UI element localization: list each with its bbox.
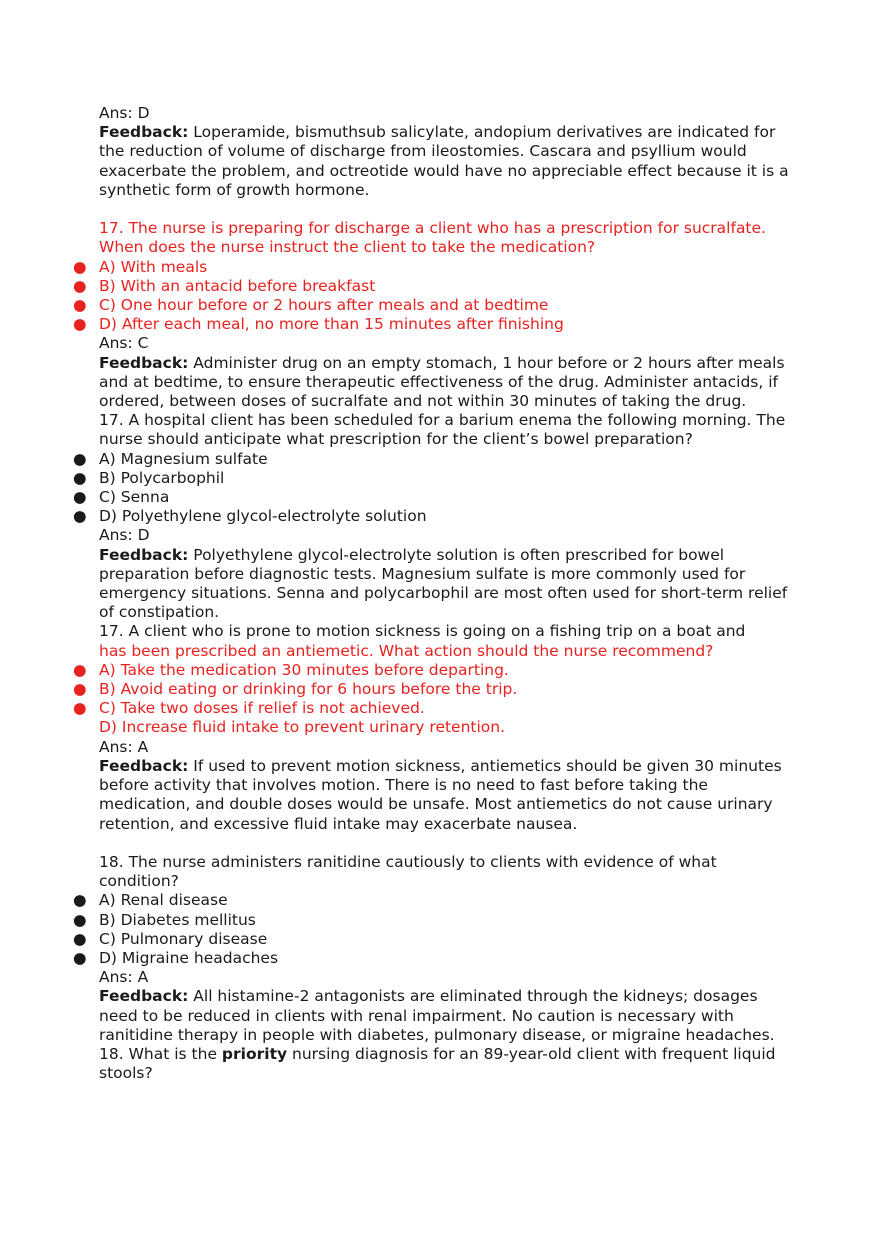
answer-line: Ans: D xyxy=(99,526,150,545)
question-17-barium-enema: 17. A hospital client has been scheduled for a barium enema the following morning. The nurse should anticipate what prescription for the client’s bowel preparation? xyxy=(99,411,791,449)
feedback-text: Administer drug on an empty stomach, 1 hour before or 2 hours after meals and at bedtime, to ensure therapeutic effectiveness of the drug. Administer antacids, if ordered, between doses of sucralfate and not within 30 minutes of taking the drug. xyxy=(99,353,790,411)
feedback-label: Feedback: xyxy=(99,987,189,1006)
option-d: ● D) After each meal, no more than 15 minutes after finishing xyxy=(73,315,564,334)
feedback-paragraph xyxy=(99,123,799,200)
option-b: ● B) Polycarbophil xyxy=(73,468,225,487)
question-18-priority-diagnosis: 18. What is the priority nursing diagnosis for an 89-year-old client with frequent liquid stools? xyxy=(99,1044,781,1083)
answer-line: Ans: D xyxy=(99,104,150,122)
option-a: ● A) Magnesium sulfate xyxy=(73,449,268,468)
option-d: ● D) Polyethylene glycol-electrolyte solution xyxy=(73,507,427,526)
option-a: ● A) Take the medication 30 minutes before departing. xyxy=(73,660,509,679)
option-b: ● B) With an antacid before breakfast xyxy=(73,276,376,295)
bullet-icon: ● xyxy=(73,910,87,929)
feedback-text: Loperamide, bismuthsub salicylate, andopium derivatives are indicated for the reduction of volume of discharge from ileostomies. Cascara and psyllium would exacerbate the problem, and octreotide would have no appreciable effect because it is a synthetic form of growth hormone. xyxy=(99,123,794,199)
option-c: ● C) Take two doses if relief is not achieved. xyxy=(73,699,425,718)
answer-line: Ans: A xyxy=(99,968,149,987)
bullet-icon: ● xyxy=(73,948,87,967)
bullet-icon: ● xyxy=(73,660,87,679)
option-c: ● C) Pulmonary disease xyxy=(73,929,268,948)
feedback-label: Feedback: xyxy=(99,756,189,775)
bullet-icon: ● xyxy=(73,449,87,468)
feedback-paragraph xyxy=(99,757,799,834)
bullet-icon: ● xyxy=(73,891,87,910)
document-page xyxy=(0,104,880,1083)
option-b: ● B) Avoid eating or drinking for 6 hours before the trip. xyxy=(73,680,518,699)
bullet-icon: ● xyxy=(73,468,87,487)
feedback-paragraph xyxy=(99,354,799,412)
question-17-sucralfate: 17. The nurse is preparing for discharge a client who has a prescription for sucralfate. When does the nurse instruct the client to take the medication? xyxy=(99,219,771,257)
option-b: ● B) Diabetes mellitus xyxy=(73,910,256,929)
feedback-paragraph xyxy=(99,546,799,623)
bullet-icon: ● xyxy=(73,680,87,699)
option-c: ● C) Senna xyxy=(73,488,170,507)
option-a: ● A) With meals xyxy=(73,257,208,276)
option-d: D) Increase fluid intake to prevent urinary retention. xyxy=(99,718,506,737)
feedback-paragraph xyxy=(99,987,799,1045)
option-d: ● D) Migraine headaches xyxy=(73,948,279,967)
spacer xyxy=(0,200,880,219)
feedback-label: Feedback: xyxy=(99,353,189,372)
option-a: ● A) Renal disease xyxy=(73,891,228,910)
answer-line: Ans: C xyxy=(99,334,149,353)
question-18-ranitidine: 18. The nurse administers ranitidine cautiously to clients with evidence of what condition? xyxy=(99,852,722,891)
option-c: ● C) One hour before or 2 hours after meals and at bedtime xyxy=(73,296,549,315)
answer-line: Ans: A xyxy=(99,737,149,756)
spacer xyxy=(0,834,880,853)
feedback-text: Polyethylene glycol-electrolyte solution is often prescribed for bowel preparation before diagnostic tests. Magnesium sulfate is more commonly used for emergency situations. Senna and polycarbophil are most often used for short-term relief of constipation. xyxy=(99,545,793,622)
bullet-icon: ● xyxy=(73,699,87,718)
bullet-icon: ● xyxy=(73,257,87,276)
feedback-label: Feedback: xyxy=(99,123,189,142)
bullet-icon: ● xyxy=(73,296,87,315)
bullet-icon: ● xyxy=(73,488,87,507)
feedback-text: All histamine-2 antagonists are eliminated through the kidneys; dosages need to be reduced in clients with renal impairment. No caution is necessary with ranitidine therapy in people with diabetes, pulmonary disease, or migraine headaches. xyxy=(99,987,775,1044)
question-17-motion-sickness-line-2: has been prescribed an antiemetic. What action should the nurse recommend? xyxy=(99,641,714,660)
feedback-text: If used to prevent motion sickness, antiemetics should be given 30 minutes before activity that involves motion. There is no need to fast before taking the medication, and double doses would be unsafe. Most antiemetics do not cause urinary retention, and excessive fluid intake may exacerbate nausea. xyxy=(99,756,787,833)
question-17-motion-sickness-line-1: 17. A client who is prone to motion sickness is going on a fishing trip on a boat and xyxy=(99,622,746,641)
bullet-icon: ● xyxy=(73,507,87,526)
bullet-icon: ● xyxy=(73,315,87,334)
bullet-icon: ● xyxy=(73,929,87,948)
feedback-label: Feedback: xyxy=(99,545,189,564)
emphasis-priority: priority xyxy=(221,1044,288,1063)
bullet-icon: ● xyxy=(73,276,87,295)
